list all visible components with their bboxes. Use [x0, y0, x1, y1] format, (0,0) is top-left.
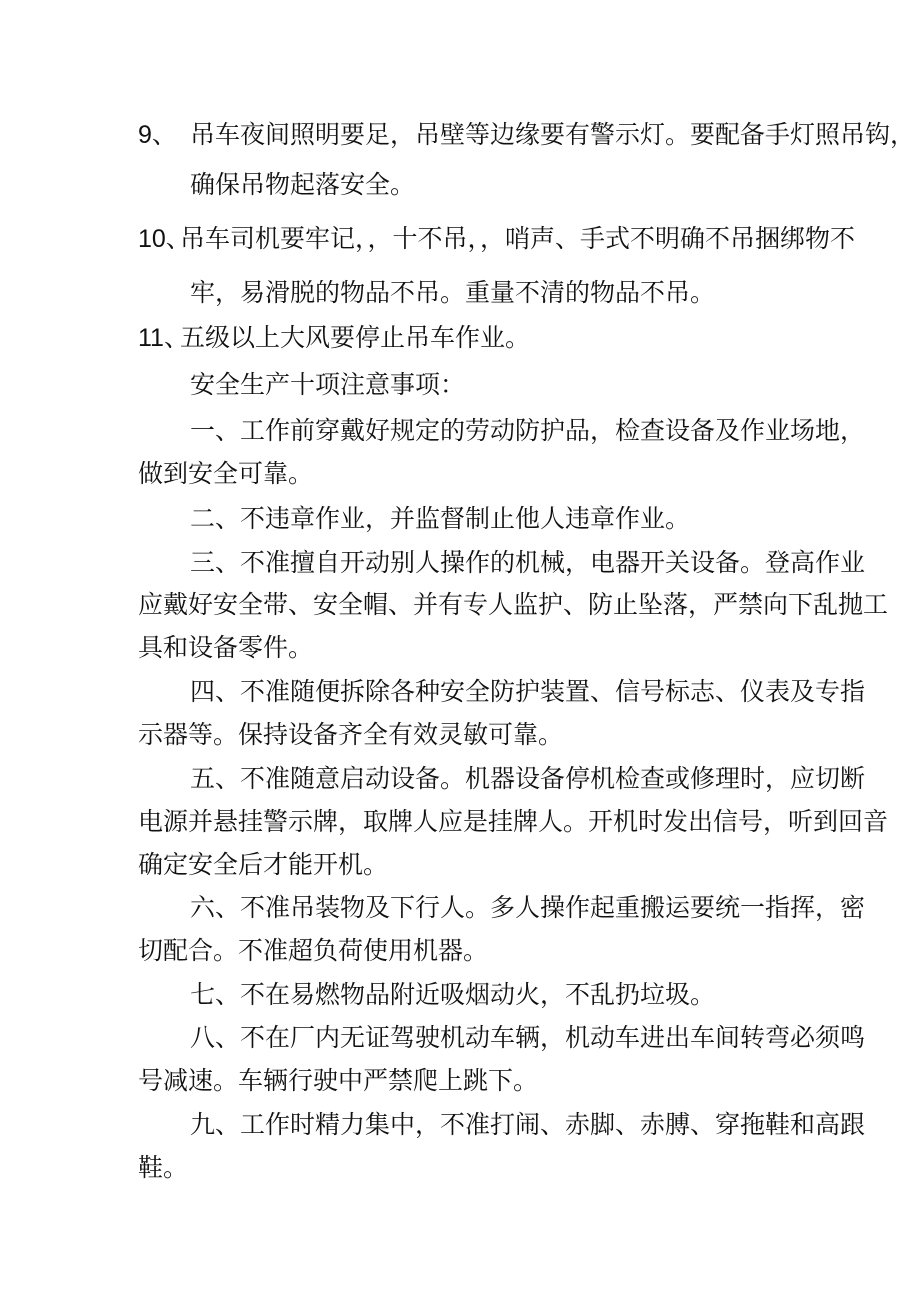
item-10-line-2: 牢，易滑脱的物品不吊。重量不清的物品不吊。	[190, 278, 716, 307]
safety-item-1-line-2: 做到安全可靠。	[138, 459, 314, 488]
safety-heading: 安全生产十项注意事项：	[190, 370, 466, 399]
item-11-number: 11、	[138, 324, 189, 352]
safety-item-3-line-1: 三、不准擅自开动别人操作的机械，电器开关设备。登高作业	[190, 548, 866, 577]
item-9-line-2: 确保吊物起落安全。	[190, 170, 416, 199]
safety-item-3-line-3: 具和设备零件。	[138, 633, 314, 662]
safety-item-4-line-2: 示器等。保持设备齐全有效灵敏可靠。	[138, 720, 564, 749]
item-9-number: 9、	[138, 121, 177, 149]
safety-item-7-line-1: 七、不在易燃物品附近吸烟动火，不乱扔垃圾。	[190, 980, 716, 1009]
safety-item-5-line-1: 五、不准随意启动设备。机器设备停机检查或修理时，应切断	[190, 764, 866, 793]
item-10-line-1: 吊车司机要牢记，，十不吊，，哨声、手式不明确不吊捆绑物不	[180, 224, 856, 253]
safety-item-6-line-1: 六、不准吊装物及下行人。多人操作起重搬运要统一指挥，密	[190, 893, 866, 922]
safety-item-1-line-1: 一、工作前穿戴好规定的劳动防护品，检查设备及作业场地，	[190, 416, 866, 445]
safety-item-8-line-2: 号减速。车辆行驶中严禁爬上跳下。	[138, 1066, 539, 1095]
safety-item-2-line-1: 二、不违章作业，并监督制止他人违章作业。	[190, 504, 691, 533]
item-9-line-1: 吊车夜间照明要足，吊壁等边缘要有警示灯。要配备手灯照吊钩，	[190, 120, 916, 149]
item-11-line-1: 五级以上大风要停止吊车作业。	[180, 323, 531, 352]
safety-item-9-line-1: 九、工作时精力集中，不准打闹、赤脚、赤膊、穿拖鞋和高跟	[190, 1110, 866, 1139]
safety-item-5-line-2: 电源并悬挂警示牌，取牌人应是挂牌人。开机时发出信号，听到回音	[138, 807, 889, 836]
safety-item-4-line-1: 四、不准随便拆除各种安全防护装置、信号标志、仪表及专指	[190, 677, 866, 706]
safety-item-5-line-3: 确定安全后才能开机。	[138, 850, 389, 879]
safety-item-3-line-2: 应戴好安全带、安全帽、并有专人监护、防止坠落，严禁向下乱抛工	[138, 590, 889, 619]
safety-item-9-line-2: 鞋。	[138, 1153, 189, 1182]
item-10-number: 10、	[138, 225, 191, 253]
safety-item-6-line-2: 切配合。不准超负荷使用机器。	[138, 936, 489, 965]
safety-item-8-line-1: 八、不在厂内无证驾驶机动车辆，机动车进出车间转弯必须鸣	[190, 1023, 866, 1052]
